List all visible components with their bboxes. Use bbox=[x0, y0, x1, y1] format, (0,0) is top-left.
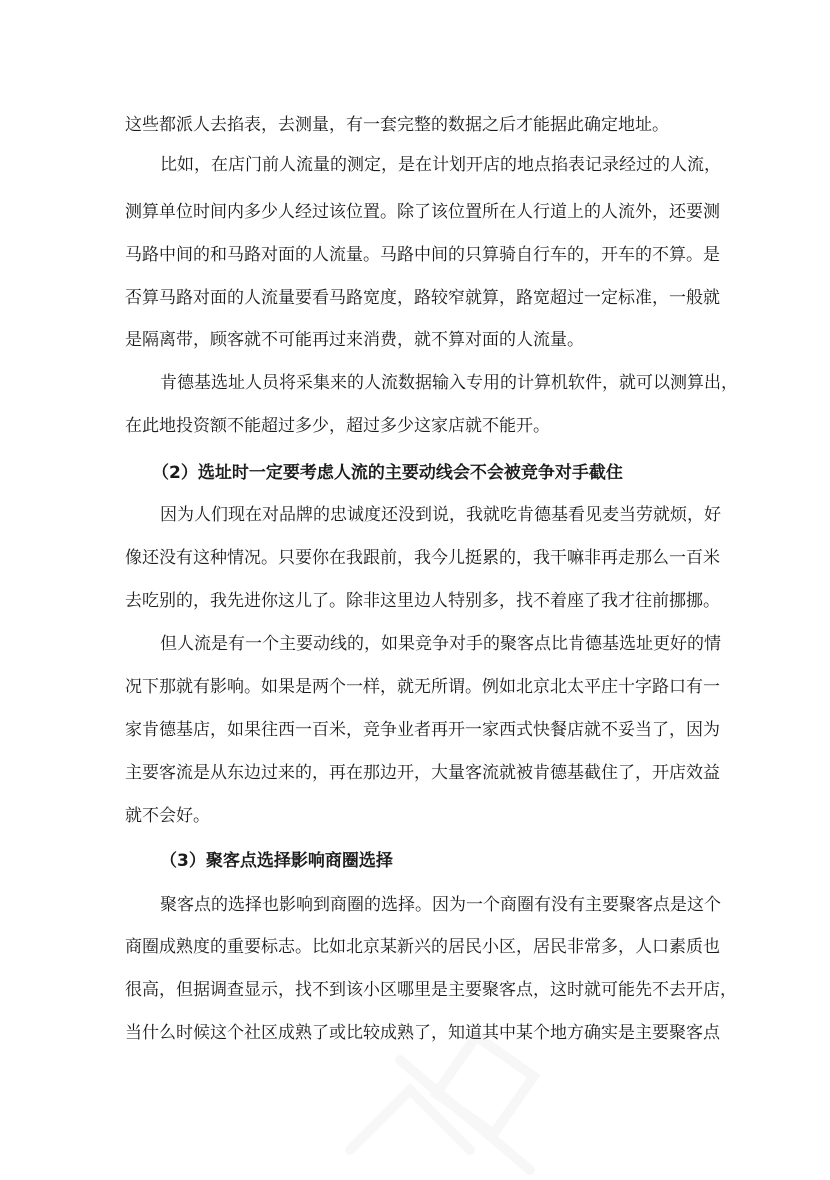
body-line: 商圈成熟度的重要标志。比如北京某新兴的居民小区，居民非常多，人口素质也 bbox=[125, 937, 720, 957]
body-line: 家肯德基店，如果往西一百米，竞争业者再开一家西式快餐店就不妥当了，因为 bbox=[125, 720, 720, 740]
body-line: 否算马路对面的人流量要看马路宽度，路较窄就算，路宽超过一定标准，一般就 bbox=[125, 288, 720, 308]
body-line: 在此地投资额不能超过多少，超过多少这家店就不能开。 bbox=[125, 416, 550, 436]
body-line: 当什么时候这个社区成熟了或比较成熟了，知道其中某个地方确实是主要聚客点 bbox=[125, 1023, 720, 1043]
body-line: 去吃别的，我先进你这儿了。除非这里边人特别多，找不着座了我才往前挪挪。 bbox=[125, 591, 720, 611]
section-heading-3: （3）聚客点选择影响商圈选择 bbox=[160, 851, 393, 871]
body-line: 比如，在店门前人流量的测定，是在计划开店的地点掐表记录经过的人流， bbox=[160, 155, 721, 175]
body-line: 聚客点的选择也影响到商圈的选择。因为一个商圈有没有主要聚客点是这个 bbox=[160, 895, 721, 915]
body-line: 是隔离带，顾客就不可能再过来消费，就不算对面的人流量。 bbox=[125, 330, 584, 350]
section-heading-2: （2）选址时一定要考虑人流的主要动线会不会被竞争对手截住 bbox=[152, 463, 623, 483]
body-line: 这些都派人去掐表，去测量，有一套完整的数据之后才能据此确定地址。 bbox=[125, 115, 669, 135]
body-line: 就不会好。 bbox=[125, 806, 210, 826]
body-line: 况下那就有影响。如果是两个一样，就无所谓。例如北京北太平庄十字路口有一 bbox=[125, 677, 720, 697]
watermark-logo-icon bbox=[330, 1030, 550, 1180]
body-line: 像还没有这种情况。只要你在我跟前，我今儿挺累的，我干嘛非再走那么一百米 bbox=[125, 548, 720, 568]
body-line: 很高，但据调查显示，找不到该小区哪里是主要聚客点，这时就可能先不去开店， bbox=[125, 980, 737, 1000]
body-line: 但人流是有一个主要动线的，如果竞争对手的聚客点比肯德基选址更好的情 bbox=[160, 634, 721, 654]
body-line: 肯德基选址人员将采集来的人流数据输入专用的计算机软件，就可以测算出， bbox=[160, 373, 738, 393]
body-line: 马路中间的和马路对面的人流量。马路中间的只算骑自行车的，开车的不算。是 bbox=[125, 245, 720, 265]
body-line: 主要客流是从东边过来的，再在那边开，大量客流就被肯德基截住了，开店效益 bbox=[125, 763, 720, 783]
body-line: 因为人们现在对品牌的忠诚度还没到说，我就吃肯德基看见麦当劳就烦，好 bbox=[160, 505, 721, 525]
body-line: 测算单位时间内多少人经过该位置。除了该位置所在人行道上的人流外，还要测 bbox=[125, 202, 720, 222]
